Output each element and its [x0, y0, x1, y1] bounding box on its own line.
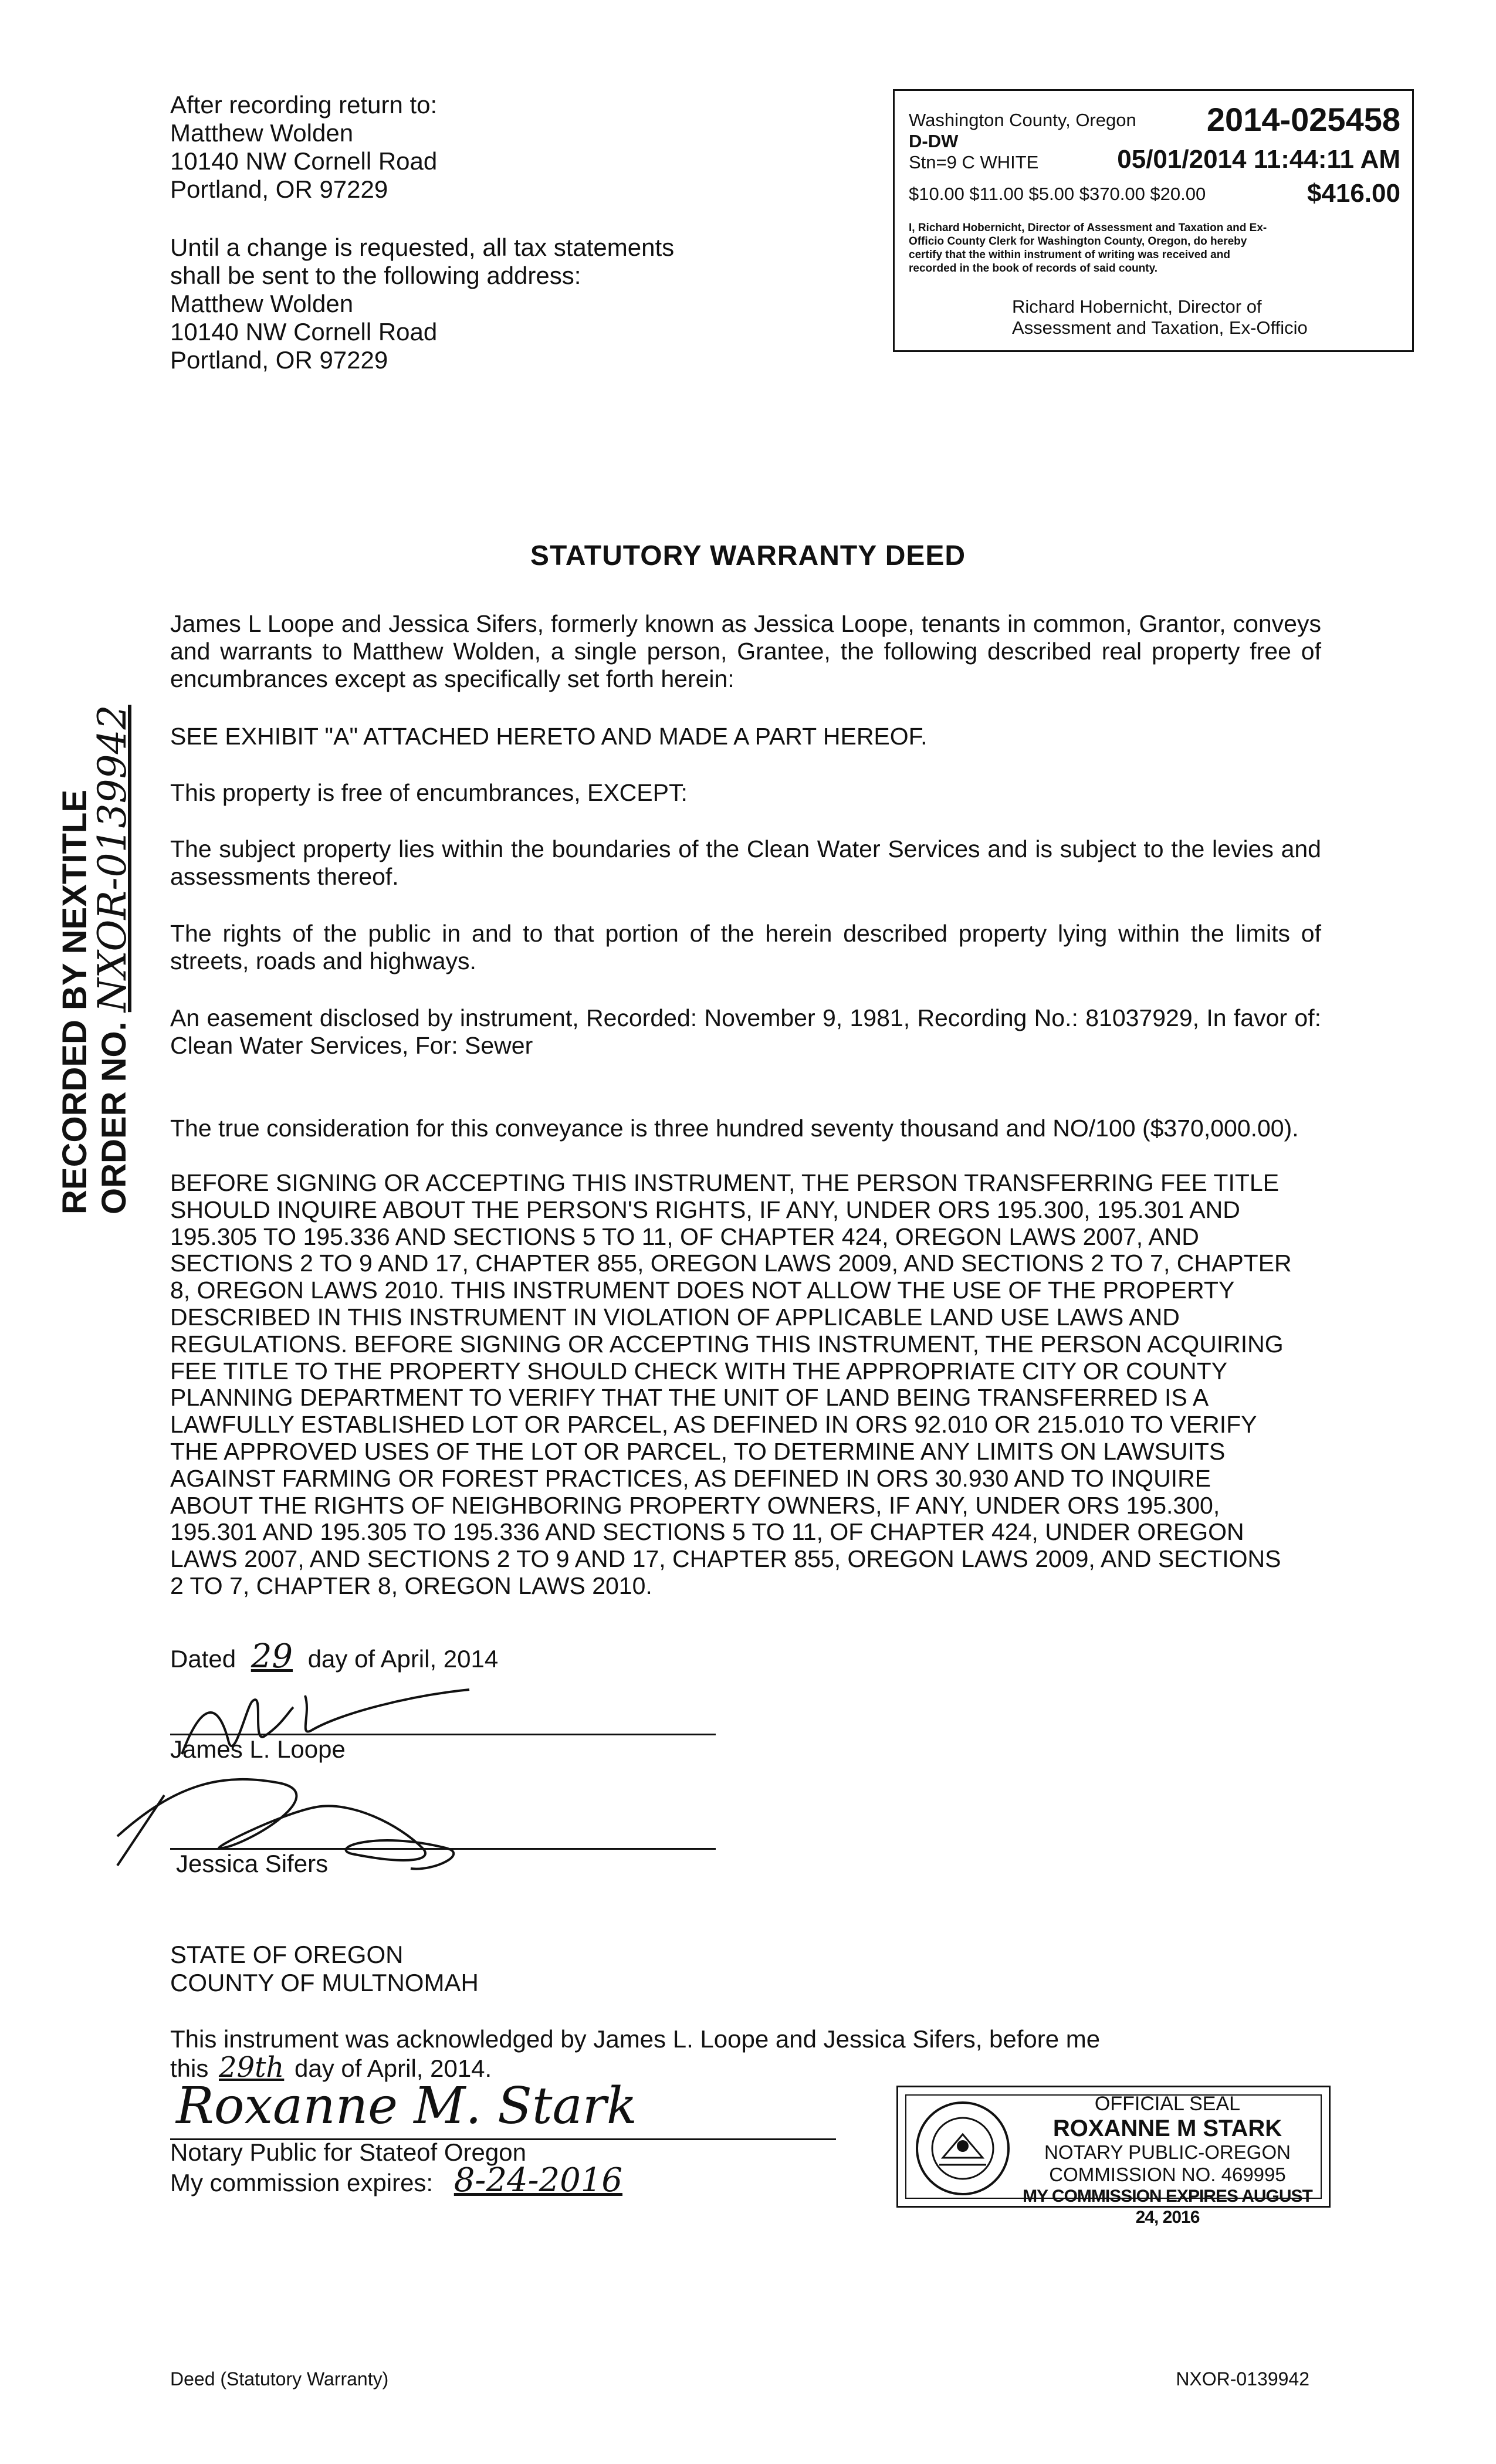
warning-line: 2 TO 7, CHAPTER 8, OREGON LAWS 2010.	[170, 1572, 652, 1599]
tax-address-line: Portland, OR 97229	[170, 346, 388, 374]
recording-stamp	[893, 89, 1414, 352]
signer-line: Richard Hobernicht, Director of	[1012, 296, 1262, 317]
seal-official: OFFICIAL SEAL	[1094, 2093, 1241, 2115]
ack-day-handwritten: 29th	[219, 2051, 285, 2084]
dated-day-handwritten: 29	[251, 1637, 293, 1676]
ack-this: this	[170, 2055, 209, 2082]
footer-left: Deed (Statutory Warranty)	[170, 2368, 389, 2389]
warning-line: 8, OREGON LAWS 2010. THIS INSTRUMENT DOES NOT ALLOW THE USE OF THE PROPERTY	[170, 1277, 1235, 1304]
seal-expires: MY COMMISSION EXPIRES AUGUST 24, 2016	[1023, 2187, 1312, 2227]
return-address-line: Portland, OR 97229	[170, 175, 388, 203]
warning-line: LAWS 2007, AND SECTIONS 2 TO 9 AND 17, CHAPTER 855, OREGON LAWS 2009, AND SECTIONS	[170, 1545, 1281, 1573]
signer-line: Assessment and Taxation, Ex-Officio	[1012, 317, 1308, 338]
stamp-total: $416.00	[1307, 179, 1400, 208]
warning-line: REGULATIONS. BEFORE SIGNING OR ACCEPTING THIS INSTRUMENT, THE PERSON ACQUIRING	[170, 1330, 1284, 1358]
return-address	[170, 91, 437, 204]
deed-title: STATUTORY WARRANTY DEED	[530, 540, 966, 571]
dated-suffix: day of April, 2014	[307, 1645, 499, 1673]
stamp-type: D-DW	[909, 131, 959, 151]
dated-line	[170, 1637, 499, 1676]
cert-line: Officio County Clerk for Washington County, Oregon, do hereby	[909, 235, 1247, 248]
tax-address	[170, 233, 674, 374]
tax-address-line: shall be sent to the following address:	[170, 262, 581, 289]
return-address-line: After recording return to:	[170, 91, 438, 119]
tax-address-line: Until a change is requested, all tax statements	[170, 233, 675, 261]
warning-line: FEE TITLE TO THE PROPERTY SHOULD CHECK WITH THE APPROPRIATE CITY OR COUNTY	[170, 1357, 1228, 1385]
signer-name-2: Jessica Sifers	[176, 1850, 329, 1877]
free-of-paragraph: This property is free of encumbrances, EXCEPT:	[170, 779, 688, 806]
warning-line: THE APPROVED USES OF THE LOT OR PARCEL, TO DETERMINE ANY LIMITS ON LAWSUITS	[170, 1437, 1226, 1465]
seal-notary: NOTARY PUBLIC-OREGON	[1044, 2141, 1291, 2163]
consideration-paragraph: The true consideration for this conveyance is three hundred seventy thousand and NO/100 ($370,000.00).	[170, 1115, 1299, 1142]
acknowledgment-line1: This instrument was acknowledged by James L. Loope and Jessica Sifers, before me	[170, 2025, 1101, 2053]
commission-label: My commission expires:	[170, 2169, 434, 2196]
stamp-datetime: 05/01/2014 11:44:11 AM	[1117, 145, 1400, 174]
warning-line: 195.301 AND 195.305 TO 195.336 AND SECTIONS 5 TO 11, OF CHAPTER 424, UNDER OREGON	[170, 1518, 1244, 1546]
rights-public-paragraph: The rights of the public in and to that portion of the herein described property lying within the limits of streets, roads and highways.	[170, 920, 1321, 974]
stamp-station: Stn=9 C WHITE	[909, 152, 1039, 172]
seal-commission: COMMISSION NO. 469995	[1049, 2164, 1286, 2185]
exhibit-paragraph: SEE EXHIBIT "A" ATTACHED HERETO AND MADE A PART HEREOF.	[170, 723, 928, 750]
margin-stamp-line2	[90, 705, 135, 1214]
tax-address-line: 10140 NW Cornell Road	[170, 318, 438, 346]
commission-date-handwritten: 8-24-2016	[453, 2161, 623, 2199]
easement-paragraph: An easement disclosed by instrument, Recorded: November 9, 1981, Recording No.: 81037929, In favor of: Clean Water Services, For: Sewer	[170, 1004, 1321, 1059]
clean-water-paragraph: The subject property lies within the boundaries of the Clean Water Services and is subject to the levies and assessments thereof.	[170, 835, 1321, 890]
venue	[170, 1941, 479, 1997]
stamp-doc-number: 2014-025458	[1206, 101, 1400, 138]
notary-seal	[896, 2086, 1331, 2227]
grantor-paragraph: James L Loope and Jessica Sifers, formerly known as Jessica Loope, tenants in common, Grantor, conveys and warrants to Matthew Wolden, a single person, Grantee, the following described real property free of encumbrances except as specifically set forth herein:	[170, 610, 1321, 692]
cert-line: I, Richard Hobernicht, Director of Assessment and Taxation and Ex-	[909, 222, 1267, 234]
notary-label: Notary Public for Stateof Oregon	[170, 2138, 526, 2166]
return-address-line: 10140 NW Cornell Road	[170, 147, 438, 175]
cert-line: certify that the within instrument of writing was received and	[909, 249, 1230, 261]
warning-line: ABOUT THE RIGHTS OF NEIGHBORING PROPERTY OWNERS, IF ANY, UNDER ORS 195.300,	[170, 1491, 1220, 1519]
cert-line: recorded in the book of records of said county.	[909, 262, 1158, 275]
margin-order-number: NXOR-0139942	[90, 705, 135, 1013]
margin-recording-stamp	[56, 705, 138, 1214]
seal-name: ROXANNE M STARK	[1052, 2116, 1282, 2141]
footer-right: NXOR-0139942	[1176, 2368, 1309, 2389]
warning-line: DESCRIBED IN THIS INSTRUMENT IN VIOLATION OF APPLICABLE LAND USE LAWS AND	[170, 1303, 1180, 1331]
stamp-signer	[1012, 296, 1364, 339]
ors-warning	[170, 1170, 1321, 1600]
commission-line	[170, 2161, 623, 2199]
return-address-line: Matthew Wolden	[170, 119, 354, 147]
warning-line: LAWFULLY ESTABLISHED LOT OR PARCEL, AS DEFINED IN ORS 92.010 OR 215.010 TO VERIFY	[170, 1411, 1257, 1439]
tax-address-line: Matthew Wolden	[170, 290, 354, 317]
warning-line: BEFORE SIGNING OR ACCEPTING THIS INSTRUMENT, THE PERSON TRANSFERRING FEE TITLE	[170, 1169, 1280, 1196]
venue-county: COUNTY OF MULTNOMAH	[170, 1969, 479, 1996]
oregon-seal-icon	[913, 2099, 1012, 2198]
stamp-fees: $10.00 $11.00 $5.00 $370.00 $20.00	[909, 184, 1206, 204]
stamp-county: Washington County, Oregon	[909, 110, 1136, 130]
stamp-certification	[909, 221, 1267, 275]
warning-line: 195.305 TO 195.336 AND SECTIONS 5 TO 11, OF CHAPTER 424, OREGON LAWS 2007, AND	[170, 1223, 1199, 1250]
warning-line: AGAINST FARMING OR FOREST PRACTICES, AS DEFINED IN ORS 30.930 AND TO INQUIRE	[170, 1464, 1211, 1492]
notary-signature: Roxanne M. Stark	[176, 2077, 638, 2135]
warning-line: SHOULD INQUIRE ABOUT THE PERSON'S RIGHTS, IF ANY, UNDER ORS 195.300, 195.301 AND	[170, 1196, 1240, 1223]
margin-stamp-line1: RECORDED BY NEXTITLE	[56, 789, 94, 1214]
warning-line: PLANNING DEPARTMENT TO VERIFY THAT THE UNIT OF LAND BEING TRANSFERRED IS A	[170, 1384, 1209, 1412]
dated-prefix: Dated	[170, 1645, 236, 1673]
signer-name-1: James L. Loope	[170, 1735, 346, 1763]
margin-order-label: ORDER NO.	[95, 1021, 133, 1214]
venue-state: STATE OF OREGON	[170, 1941, 404, 1968]
ack-suffix: day of April, 2014.	[294, 2055, 492, 2082]
warning-line: SECTIONS 2 TO 9 AND 17, CHAPTER 855, OREGON LAWS 2009, AND SECTIONS 2 TO 7, CHAPTER	[170, 1250, 1292, 1277]
